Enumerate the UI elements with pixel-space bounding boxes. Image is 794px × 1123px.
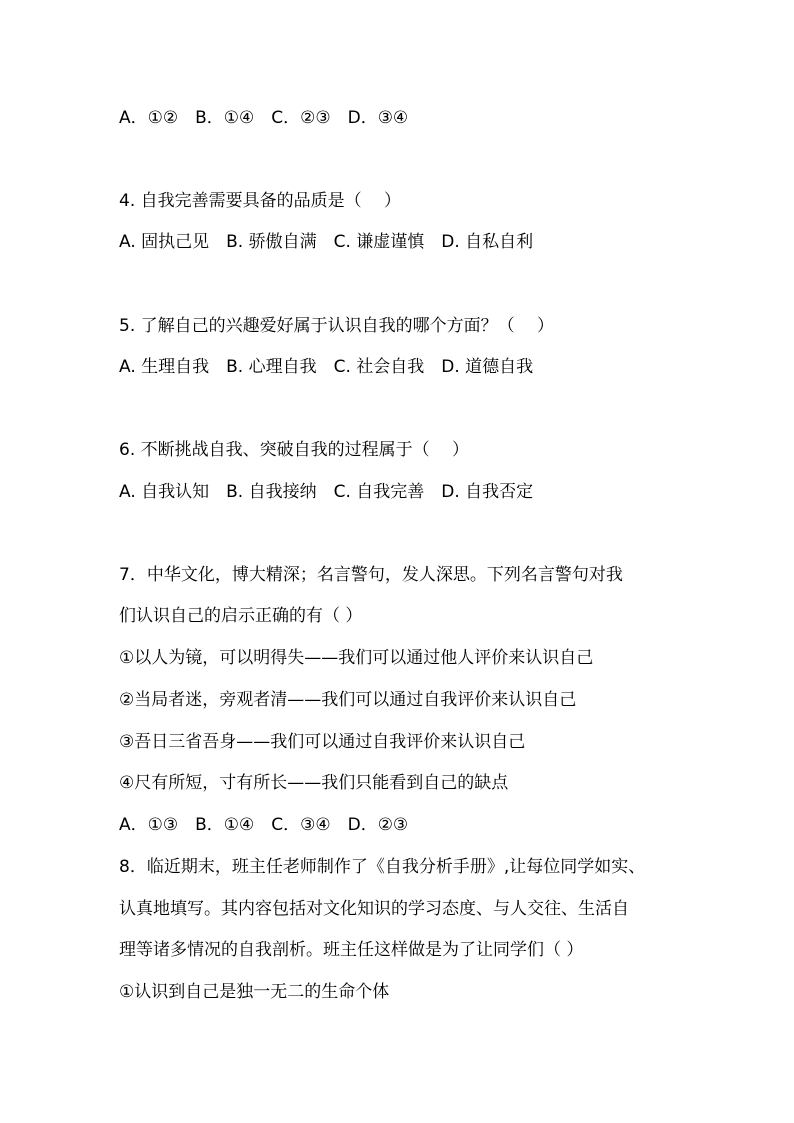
- q6-options: A. 自我认知 B. 自我接纳 C. 自我完善 D. 自我否定: [119, 482, 534, 502]
- q4-options: A. 固执己见 B. 骄傲自满 C. 谦虚谨慎 D. 自私自利: [119, 232, 534, 252]
- q3-options: A．①② B．①④ C．②③ D．③④: [119, 108, 409, 128]
- q7-item-4: ④尺有所短，寸有所长——我们只能看到自己的缺点: [119, 773, 509, 793]
- q7-item-1: ①以人为镜，可以明得失——我们可以通过他人评价来认识自己: [119, 648, 594, 668]
- q8-stem-line3: 理等诸多情况的自我剖析。班主任这样做是为了让同学们（ ）: [119, 940, 584, 960]
- q7-stem-line2: 们认识自己的启示正确的有（ ）: [119, 606, 363, 626]
- q6-stem: 6. 不断挑战自我、突破自我的过程属于（ ）: [119, 440, 470, 460]
- q8-stem-line1: 8．临近期末，班主任老师制作了《自我分析手册》,让每位同学如实、: [119, 857, 646, 877]
- q7-stem-line1: 7．中华文化，博大精深；名言警句，发人深思。下列名言警句对我: [119, 565, 623, 585]
- q8-item-1: ①认识到自己是独一无二的生命个体: [119, 982, 390, 1002]
- q7-item-3: ③吾日三省吾身——我们可以通过自我评价来认识自己: [119, 732, 526, 752]
- q4-stem: 4. 自我完善需要具备的品质是（ ）: [119, 191, 402, 211]
- q8-stem-line2: 认真地填写。其内容包括对文化知识的学习态度、与人交往、生活自: [119, 899, 629, 919]
- q7-item-2: ②当局者迷，旁观者清——我们可以通过自我评价来认识自己: [119, 690, 577, 710]
- q5-stem: 5. 了解自己的兴趣爱好属于认识自我的哪个方面？（ ）: [119, 316, 555, 336]
- q7-options: A．①③ B．①④ C．③④ D．②③: [119, 815, 409, 835]
- q5-options: A. 生理自我 B. 心理自我 C. 社会自我 D. 道德自我: [119, 357, 534, 377]
